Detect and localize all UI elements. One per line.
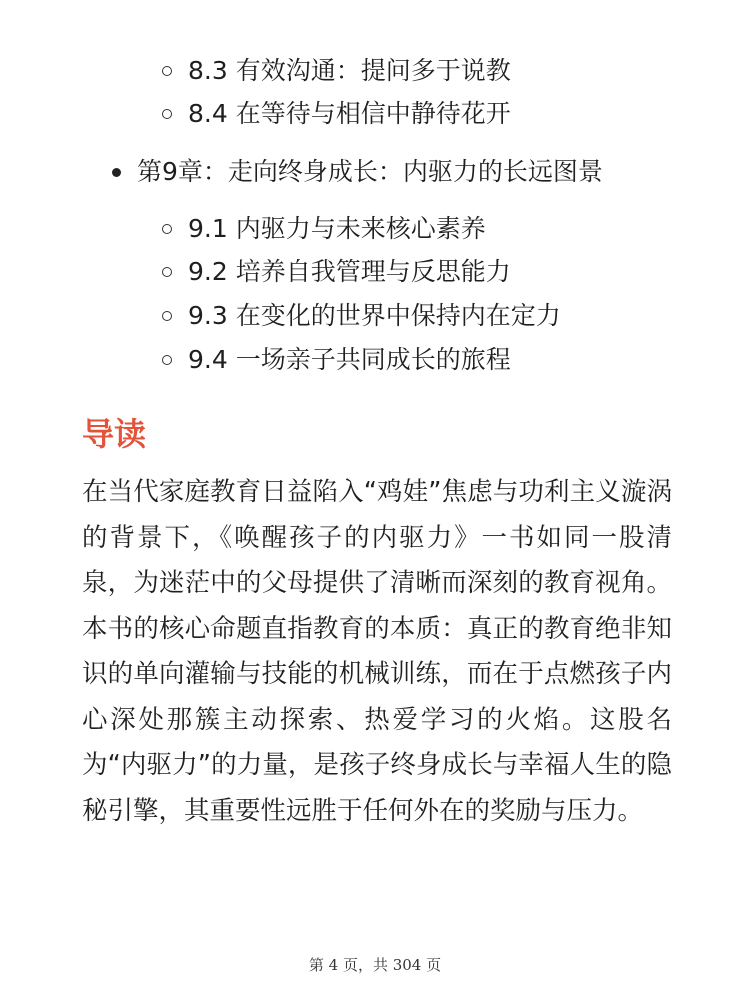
toc-item-8-3[interactable] bbox=[162, 51, 511, 91]
toc-item-label: 9.3 在变化的世界中保持内在定力 bbox=[188, 301, 561, 330]
hollow-circle-bullet-icon bbox=[162, 311, 172, 321]
toc-item-label: 9.2 培养自我管理与反思能力 bbox=[188, 257, 511, 286]
hollow-circle-bullet-icon bbox=[162, 224, 172, 234]
toc-item-9-4[interactable] bbox=[162, 340, 511, 380]
toc-item-8-4[interactable] bbox=[162, 94, 511, 134]
toc-item-9-2[interactable] bbox=[162, 252, 511, 292]
hollow-circle-bullet-icon bbox=[162, 267, 172, 277]
toc-item-label: 9.1 内驱力与未来核心素养 bbox=[188, 214, 486, 243]
hollow-circle-bullet-icon bbox=[162, 355, 172, 365]
toc-item-9-1[interactable] bbox=[162, 209, 486, 249]
toc-chapter-label: 第9章：走向终身成长：内驱力的长远图景 bbox=[137, 157, 603, 186]
toc-item-label: 8.3 有效沟通：提问多于说教 bbox=[188, 56, 511, 85]
intro-heading: 导读 bbox=[82, 415, 147, 453]
page-number-footer: 第 4 页，共 304 页 bbox=[308, 956, 442, 974]
toc-item-9-3[interactable] bbox=[162, 296, 561, 336]
toc-chapter-9[interactable] bbox=[112, 152, 603, 192]
intro-paragraph: 在当代家庭教育日益陷入“鸡娃”焦虑与功利主义漩涡的背景下，《唤醒孩子的内驱力》一书如同一股清泉，为迷茫中的父母提供了清晰而深刻的教育视角。本书的核心命题直指教育的本质：真正的教育绝非知识的单向灌输与技能的机械训练，而在于点燃孩子内心深处那簇主动探索、热爱学习的火焰。这股名为“内驱力”的力量，是孩子终身成长与幸福人生的隐秘引擎，其重要性远胜于任何外在的奖励与压力。 bbox=[82, 477, 672, 826]
hollow-circle-bullet-icon bbox=[162, 109, 172, 119]
hollow-circle-bullet-icon bbox=[162, 66, 172, 76]
solid-circle-bullet-icon bbox=[112, 168, 121, 177]
toc-item-label: 9.4 一场亲子共同成长的旅程 bbox=[188, 345, 511, 374]
toc-item-label: 8.4 在等待与相信中静待花开 bbox=[188, 99, 511, 128]
